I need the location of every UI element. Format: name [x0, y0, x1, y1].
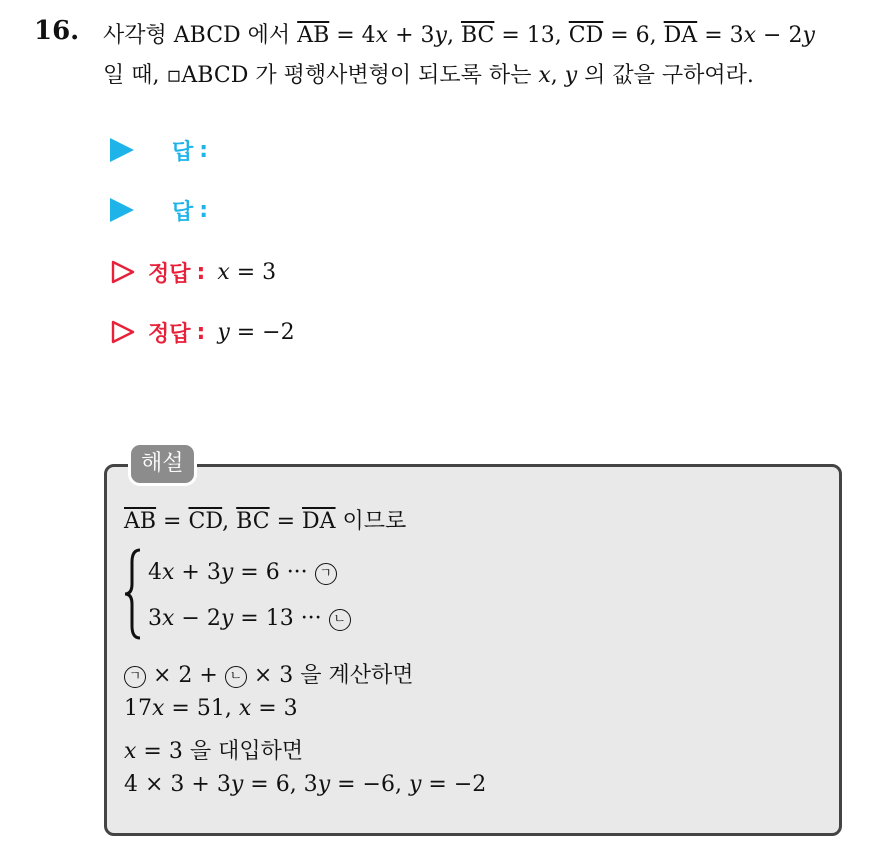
system-equation-1: 4x + 3y = 6 ··· ㄱ [148, 560, 337, 585]
solution-line-4: ㄱ × 2 + ㄴ × 3 을 계산하면 [124, 658, 414, 689]
solution-tag: 해설 [128, 442, 197, 486]
circled-nieun-marker: ㄴ [329, 609, 351, 631]
answer-row-1: 답 : [110, 132, 220, 168]
correct-answer-value: y = −2 [217, 319, 295, 345]
play-triangle-icon [110, 198, 134, 222]
segment-bc: $\overline{BC}$ [460, 23, 495, 48]
question-number: 16. [34, 16, 80, 46]
correct-answer-value: x = 3 [217, 259, 277, 285]
circled-nieun-marker: ㄴ [225, 666, 247, 688]
outline-triangle-icon [110, 259, 136, 285]
segment-cd: $\overline{CD}$ [568, 23, 604, 48]
left-brace-icon [122, 548, 144, 640]
segment-da: $\overline{DA}$ [663, 23, 698, 48]
answer-label: 답 [172, 139, 194, 165]
question-line-1: 사각형 ABCD 에서 $\overline{AB} = 4x + 3y$, $\overline{BC} = 13$, $\overline{CD} = 6$, $\overline{DA} = 3x - 2y$ [103, 23, 815, 48]
circled-giyeok-marker: ㄱ [124, 666, 146, 688]
answer-row-2: 답 : [110, 192, 220, 228]
play-triangle-icon [110, 138, 134, 162]
segment-ab: $\overline{AB}$ [297, 23, 330, 48]
solution-line-1: $\overline{AB} = \overline{CD}$, $\overline{BC} = \overline{DA}$ 이므로 [124, 509, 407, 534]
system-equation-2: 3x − 2y = 13 ··· ㄴ [148, 606, 351, 631]
question-line-2: 일 때, ▫ABCD 가 평행사변형이 되도록 하는 x, y 의 값을 구하여라. [103, 63, 754, 88]
correct-answer-label: 정답 [148, 261, 191, 287]
solution-line-7: 4 × 3 + 3y = 6, 3y = −6, y = −2 [124, 772, 487, 797]
solution-line-6: x = 3 을 대입하면 [124, 739, 304, 764]
answer-label: 답 [172, 199, 194, 225]
correct-answer-row-2: 정답 : y = −2 [110, 314, 295, 350]
solution-line-5: 17x = 51, x = 3 [124, 696, 298, 721]
correct-answer-label: 정답 [148, 321, 191, 347]
circled-giyeok-marker: ㄱ [315, 563, 337, 585]
correct-answer-row-1: 정답 : x = 3 [110, 254, 276, 290]
outline-triangle-icon [110, 319, 136, 345]
